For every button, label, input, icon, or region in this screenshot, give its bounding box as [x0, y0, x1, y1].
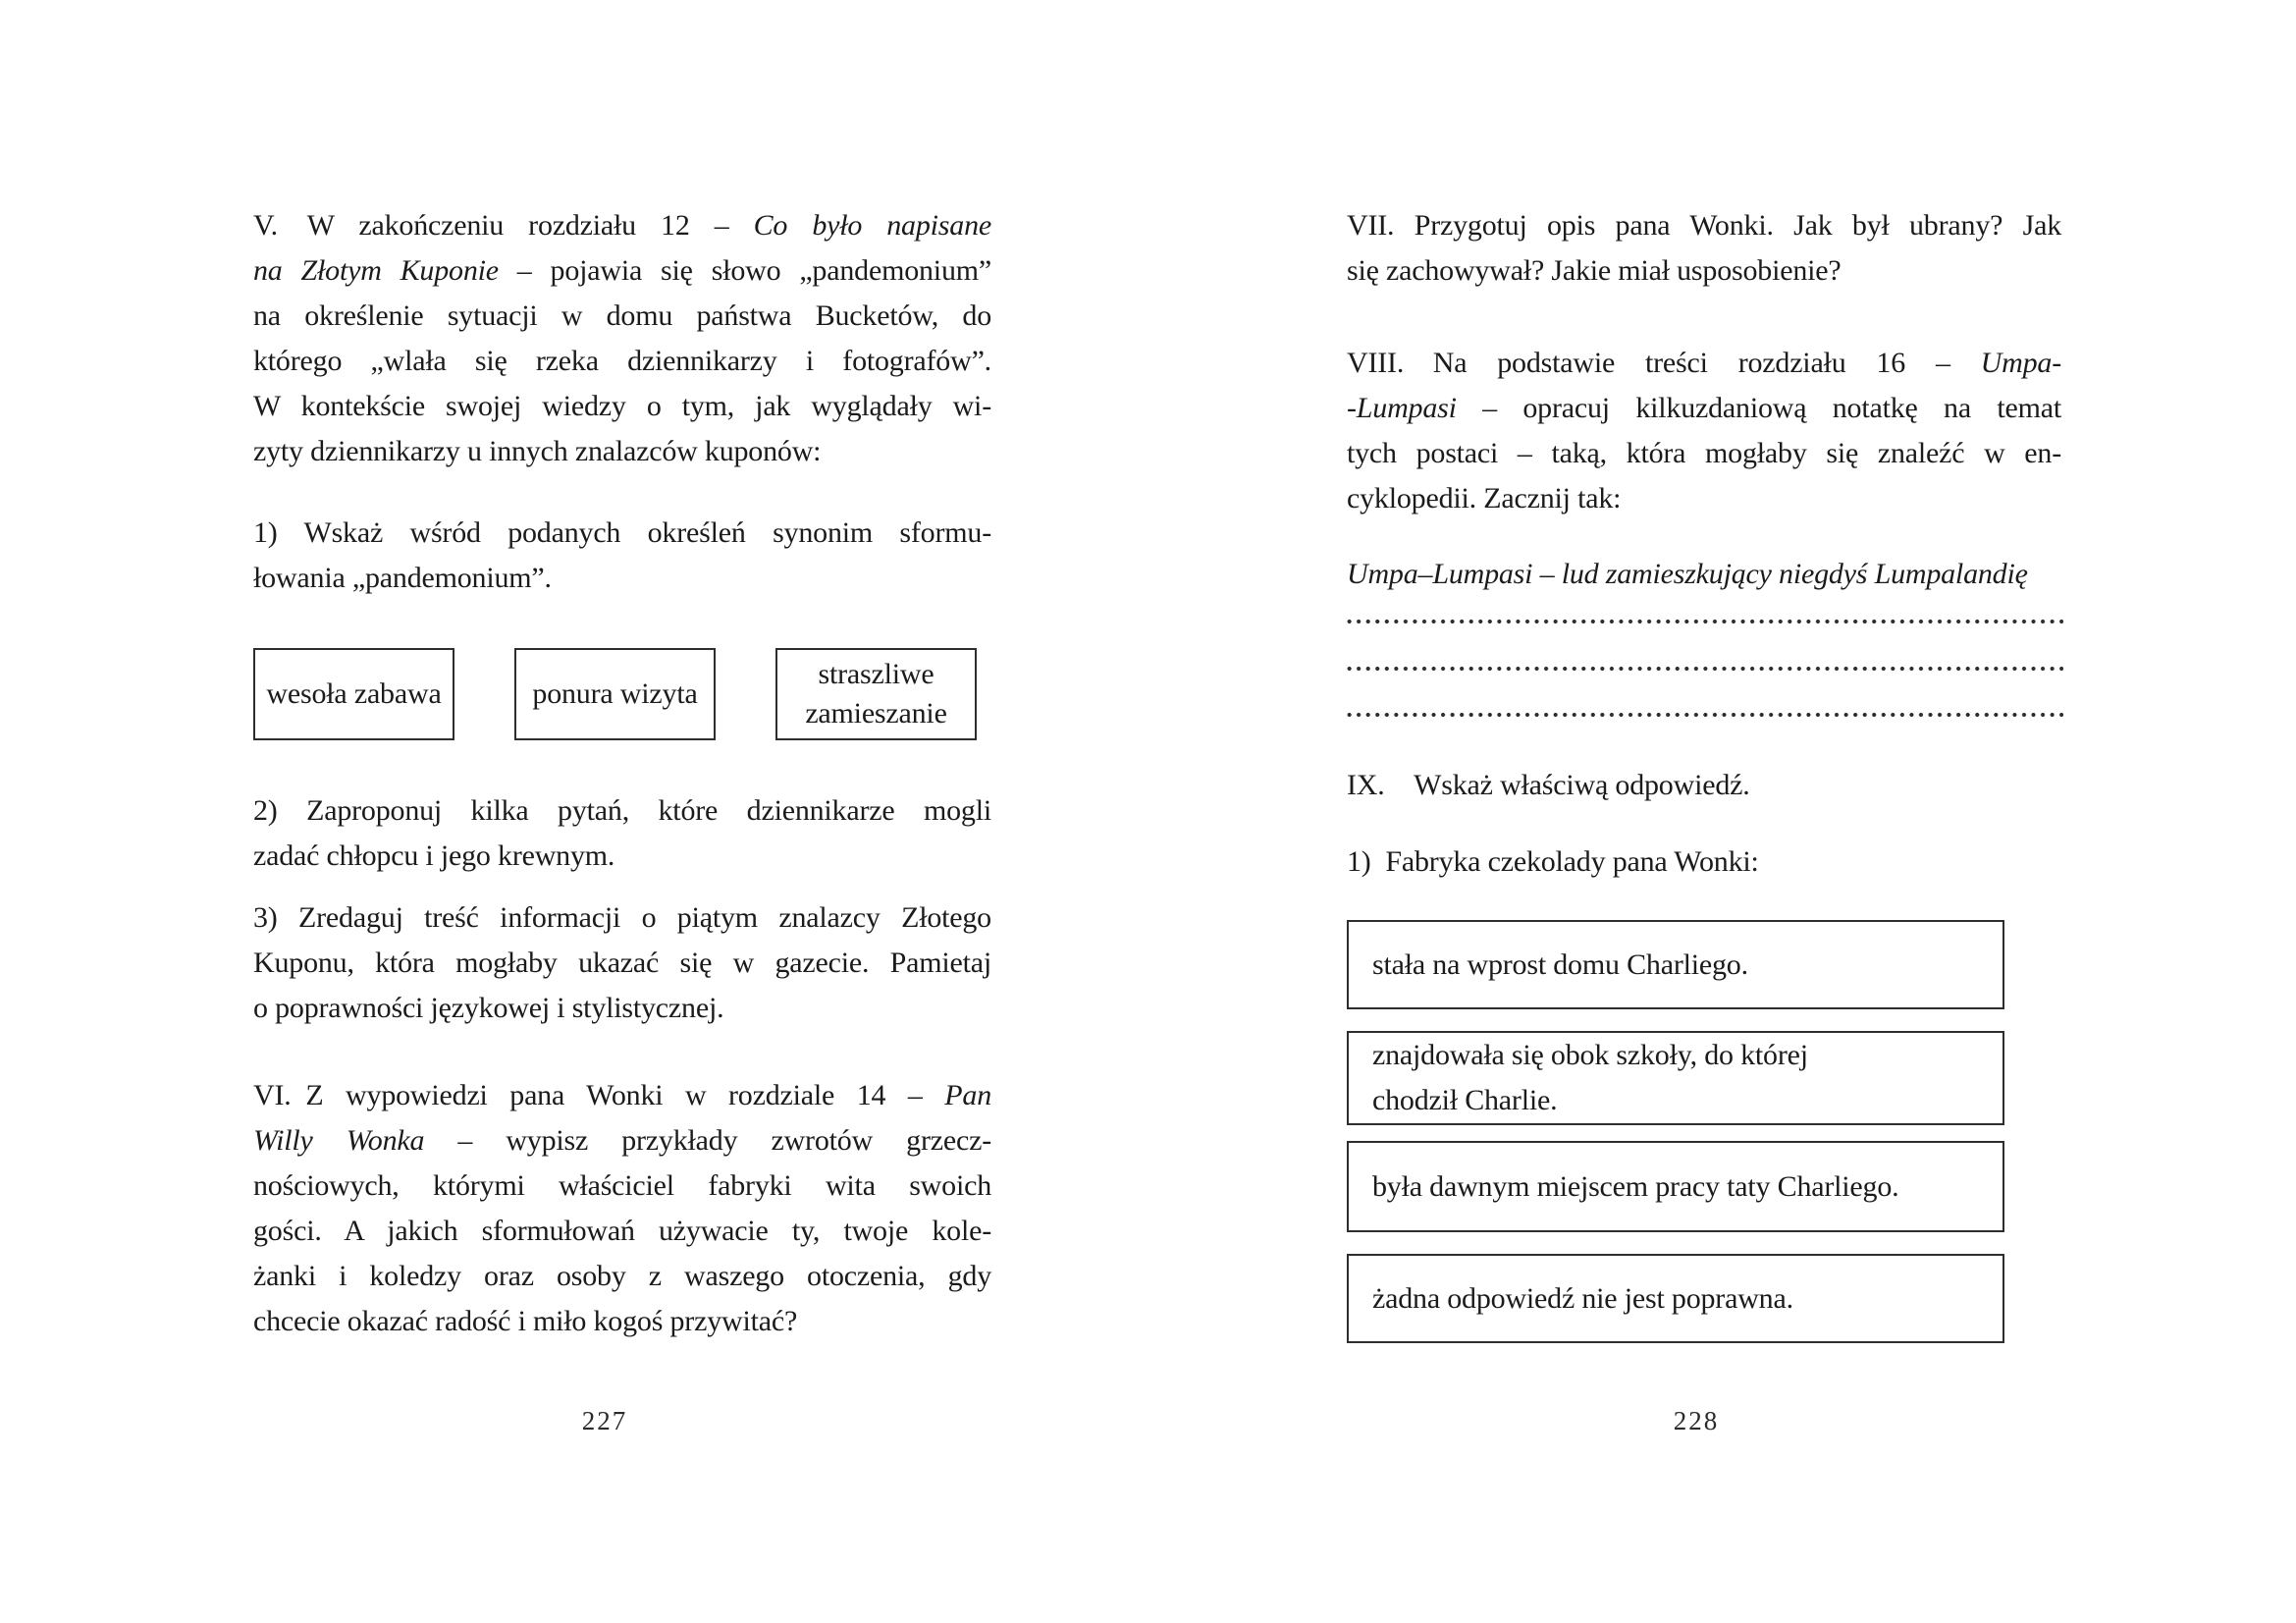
text-line: VI. Z wypowiedzi pana Wonki w rozdziale 14 – Pan [253, 1079, 991, 1111]
answer-option-box-2 [1347, 1031, 2004, 1125]
text-line: żanki i koledzy oraz osoby z waszego otoczenia, gdy [253, 1260, 991, 1292]
text-line: chodził Charlie. [1372, 1084, 1558, 1116]
text-line: Willy Wonka – wypisz przykłady zwrotów grzecz- [253, 1124, 991, 1157]
exercise-2-prompt [253, 788, 991, 879]
encyclopedia-note-start [1347, 552, 2061, 597]
text-line: VII. Przygotuj opis pana Wonki. Jak był ubrany? Jak [1347, 209, 2061, 242]
text-line: Kuponu, która mogłaby ukazać się w gazecie. Pamietaj [253, 947, 991, 979]
text-line: Umpa–Lumpasi – lud zamieszkujący niegdyś Lumpalandię [1347, 558, 2028, 590]
text-line: -Lumpasi – opracuj kilkuzdaniową notatkę na temat [1347, 392, 2061, 424]
text-line: 2) Zaproponuj kilka pytań, które dziennikarze mogli [253, 794, 991, 827]
answer-line [1347, 617, 2063, 626]
answer-option-box-3 [1347, 1141, 2004, 1232]
text-line: straszliwe [818, 658, 934, 690]
option-box-ponura-wizyta [514, 648, 716, 740]
page-number-left: 227 [581, 1406, 628, 1435]
section-vi-paragraph [253, 1073, 991, 1344]
text-line: którego „wlała się rzeka dziennikarzy i fotografów”. [253, 345, 991, 377]
text-line: W kontekście swojej wiedzy o tym, jak wyglądały wi- [253, 390, 991, 422]
text-line: tych postaci – taką, która mogłaby się znaleźć w en- [1347, 437, 2061, 469]
text-line: stała na wprost domu Charliego. [1372, 947, 1748, 981]
question-1-label [1347, 839, 2061, 885]
text-line: 1) Wskaż wśród podanych określeń synonim sformu- [253, 516, 991, 549]
text-line: wesoła zabawa [266, 677, 442, 710]
option-box-wesola-zabawa [253, 648, 454, 740]
text-line: VIII. Na podstawie treści rozdziału 16 – Umpa- [1347, 347, 2061, 379]
answer-option-box-4 [1347, 1254, 2004, 1343]
text-line: chcecie okazać radość i miło kogoś przywitać? [253, 1305, 798, 1337]
text-line: cyklopedii. Zacznij tak: [1347, 482, 1622, 514]
exercise-3-prompt [253, 895, 991, 1031]
page-right [1347, 0, 2061, 1623]
text-line: znajdowała się obok szkoły, do której [1372, 1039, 1808, 1071]
text-line: 3) Zredaguj treść informacji o piątym znalazcy Złotego [253, 901, 991, 934]
text-line: na określenie sytuacji w domu państwa Bucketów, do [253, 299, 991, 332]
text-line: zyty dziennikarzy u innych znalazców kuponów: [253, 435, 822, 467]
text-line: o poprawności językowej i stylistycznej. [253, 992, 724, 1024]
text-line: na Złotym Kuponie – pojawia się słowo „pandemonium” [253, 254, 991, 287]
answer-line [1347, 710, 2063, 720]
text-line: była dawnym miejscem pracy taty Charliego. [1372, 1169, 1899, 1203]
text-line: łowania „pandemonium”. [253, 562, 552, 594]
section-viii-paragraph [1347, 341, 2061, 521]
section-ix-heading [1347, 763, 2061, 808]
section-vii-paragraph [1347, 203, 2061, 294]
exercise-1-prompt [253, 511, 991, 601]
option-box-straszliwe-zamieszanie [775, 648, 977, 740]
text-line: IX. Wskaż właściwą odpowiedź. [1347, 769, 1750, 801]
answer-line [1347, 664, 2063, 674]
answer-option-box-1 [1347, 920, 2004, 1009]
text-line: zamieszanie [805, 697, 947, 730]
text-line: nościowych, którymi właściciel fabryki wita swoich [253, 1169, 991, 1202]
text-line: V. W zakończeniu rozdziału 12 – Co było napisane [253, 209, 991, 242]
text-line: się zachowywał? Jakie miał usposobienie? [1347, 254, 1842, 287]
page-left [253, 0, 991, 1623]
section-v-paragraph [253, 203, 991, 474]
text-line: zadać chłopcu i jego krewnym. [253, 839, 615, 872]
text-line: żadna odpowiedź nie jest poprawna. [1372, 1281, 1793, 1315]
text-line: gości. A jakich sformułowań używacie ty, twoje kole- [253, 1215, 991, 1247]
page-number-right: 228 [1673, 1406, 1720, 1435]
text-line: 1) Fabryka czekolady pana Wonki: [1347, 845, 1759, 878]
text-line: ponura wizyta [532, 677, 698, 710]
